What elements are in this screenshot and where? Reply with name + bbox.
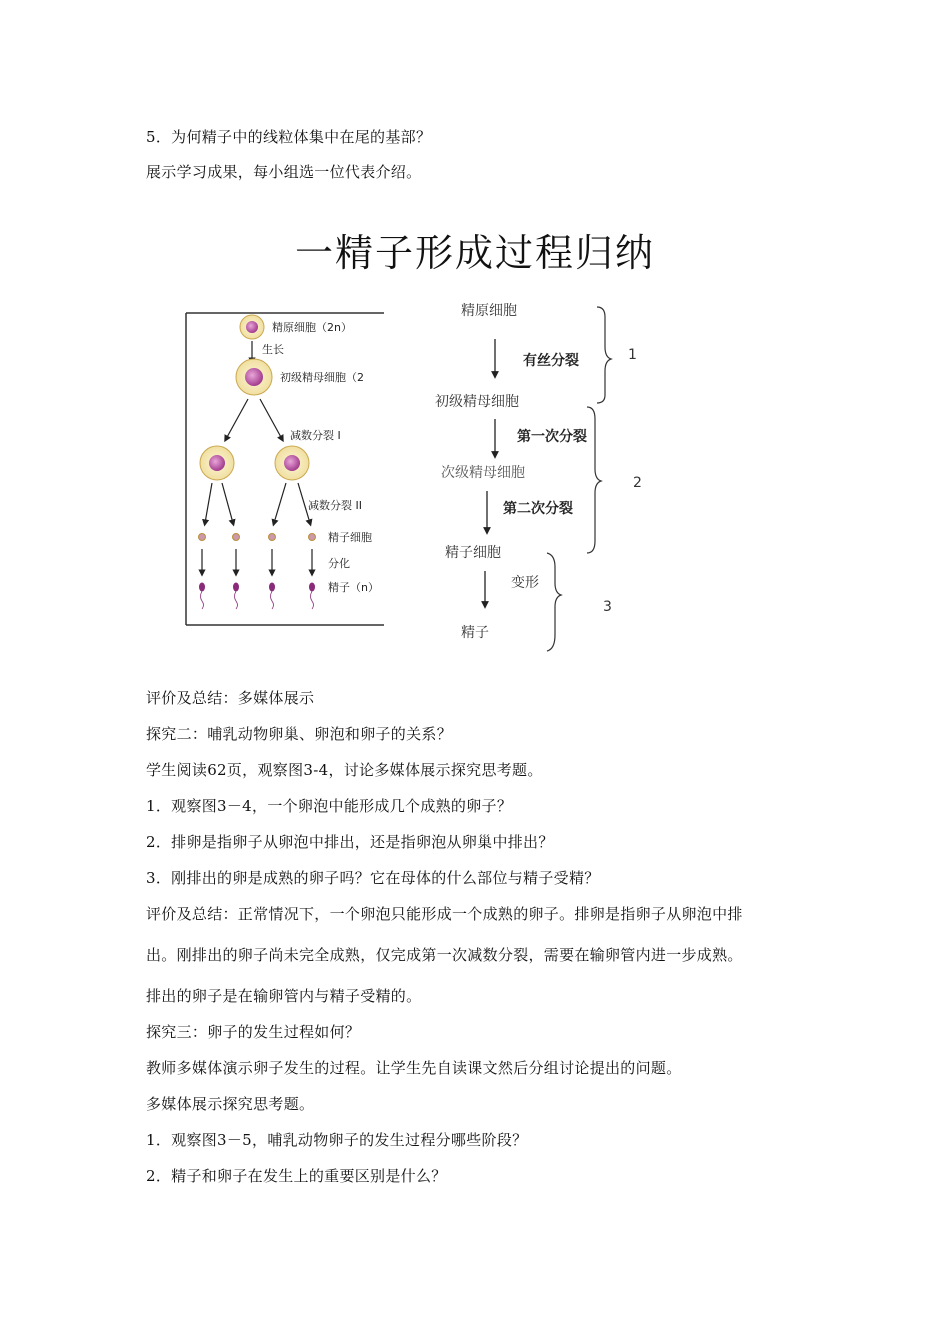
label-meiosis-2: 减数分裂 II	[308, 499, 362, 512]
label-spermatid: 精子细胞	[328, 531, 372, 544]
bracket-label-3: 3	[603, 599, 612, 615]
stage-spermatid: 精子细胞	[445, 545, 501, 561]
student-reading: 学生阅读62页，观察图3-4，讨论多媒体展示探究思考题。	[146, 761, 543, 779]
evaluation-summary-2-line-1: 评价及总结：正常情况下，一个卵泡只能形成一个成熟的卵子。排卵是指卵子从卵泡中排	[146, 905, 743, 923]
question-1: 1．观察图3－4，一个卵泡中能形成几个成熟的卵子？	[146, 797, 513, 815]
stage-sperm: 精子	[461, 625, 489, 641]
secondary-spermatocyte-cell	[200, 446, 234, 480]
label-first-division: 第一次分裂	[517, 429, 587, 445]
stage-primary-spermatocyte: 初级精母细胞	[435, 394, 519, 410]
teacher-demo: 教师多媒体演示卵子发生的过程。让学生先自读课文然后分组讨论提出的问题。	[146, 1059, 682, 1077]
label-mitosis: 有丝分裂	[523, 353, 579, 369]
label-growth: 生长	[262, 343, 284, 356]
inquiry-3-heading: 探究三：卵子的发生过程如何？	[146, 1023, 361, 1041]
question-3-2: 2．精子和卵子在发生上的重要区别是什么？	[146, 1167, 447, 1185]
stage-spermatogonium: 精原细胞	[461, 303, 517, 319]
multimedia-questions: 多媒体展示探究思考题。	[146, 1095, 315, 1113]
secondary-spermatocyte-cell	[275, 446, 309, 480]
evaluation-summary-2-line-3: 排出的卵子是在输卵管内与精子受精的。	[146, 987, 422, 1005]
question-3-1: 1．观察图3－5，哺乳动物卵子的发生过程分哪些阶段？	[146, 1131, 528, 1149]
show-results-text: 展示学习成果，每小组选一位代表介绍。	[146, 163, 422, 181]
label-spermatogonium: 精原细胞（2n）	[272, 321, 352, 334]
question-5: 5．为何精子中的线粒体集中在尾的基部？	[146, 128, 432, 146]
spermatogenesis-right-diagram	[425, 295, 665, 655]
bracket-label-1: 1	[628, 347, 637, 363]
sperm-cells	[200, 583, 315, 609]
question-3: 3．刚排出的卵是成熟的卵子吗？它在母体的什么部位与精子受精？	[146, 869, 600, 887]
evaluation-summary-1: 评价及总结：多媒体展示	[146, 689, 315, 707]
spermatid-cells	[199, 534, 316, 541]
label-second-division: 第二次分裂	[503, 501, 573, 517]
label-sperm: 精子（n）	[328, 581, 379, 594]
stage-secondary-spermatocyte: 次级精母细胞	[441, 465, 525, 481]
question-2: 2．排卵是指卵子从卵泡中排出，还是指卵泡从卵巢中排出？	[146, 833, 554, 851]
label-transformation: 变形	[511, 575, 539, 591]
inquiry-2-heading: 探究二：哺乳动物卵巢、卵泡和卵子的关系？	[146, 725, 453, 743]
evaluation-summary-2-line-2: 出。刚排出的卵子尚未完全成熟，仅完成第一次减数分裂，需要在输卵管内进一步成熟。	[146, 946, 743, 964]
label-meiosis-1: 减数分裂 I	[290, 429, 341, 442]
label-primary-spermatocyte: 初级精母细胞（2	[280, 371, 364, 384]
spermatogenesis-left-diagram	[180, 305, 390, 635]
bracket-label-2: 2	[633, 475, 642, 491]
label-differentiation: 分化	[328, 557, 350, 570]
primary-spermatocyte-cell	[236, 359, 272, 395]
figure-title: 一精子形成过程归纳	[294, 231, 655, 275]
spermatogonium-cell	[240, 315, 264, 339]
